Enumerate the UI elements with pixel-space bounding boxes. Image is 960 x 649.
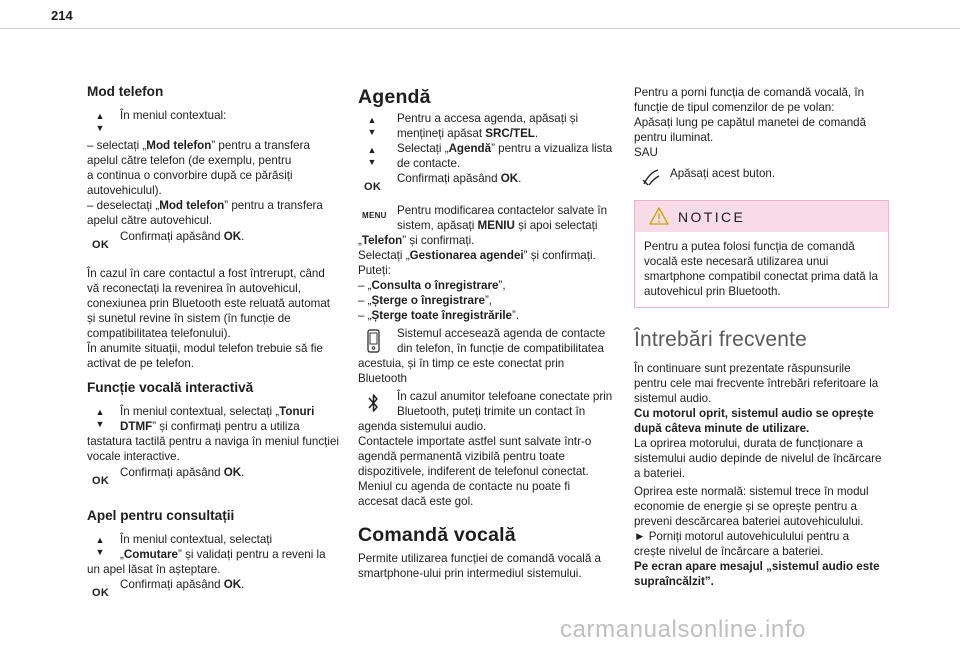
apel-line: un apel lăsat în așteptare. xyxy=(87,563,221,576)
mod-telefon-line: a continua o convorbire după ce părăsiți xyxy=(87,169,293,182)
faq-question: Cu motorul oprit, sistemul audio se oprește xyxy=(634,407,874,420)
functie-line: vocale interactive. xyxy=(87,450,180,463)
up-down-arrows-icon: ▲ ▼ xyxy=(367,145,377,167)
comanda-vocala-title: Comandă vocală xyxy=(358,524,516,546)
ok-icon: OK xyxy=(364,181,382,193)
faq-line: economie de energie și se oprește pentru a xyxy=(634,500,857,513)
warning-icon xyxy=(649,207,669,225)
para-line: În cazul în care contactul a fost întrerupt, când xyxy=(87,267,325,280)
apel-title: Apel pentru consultații xyxy=(87,508,235,523)
apel-line: „Comutare” și validați pentru a reveni la xyxy=(120,548,326,561)
para-line: compatibilitatea telefonului). xyxy=(87,327,231,340)
ok-icon: OK xyxy=(92,475,110,487)
agenda-line: Meniul cu agenda de contacte nu poate fi xyxy=(358,480,571,493)
agenda-line: din telefon, în funcție de compatibilitatea xyxy=(397,342,604,355)
ok-icon: OK xyxy=(92,587,110,599)
notice-line: vocală este necesară utilizarea unui xyxy=(644,255,829,268)
mod-telefon-line: – selectați „Mod telefon” pentru a transfera xyxy=(87,139,310,152)
agenda-line: Bluetooth, puteți trimite un contact în xyxy=(397,405,586,418)
functie-line: În meniul contextual, selectați „Tonuri xyxy=(120,405,315,418)
notice-line: autovehicul prin Bluetooth. xyxy=(644,285,781,298)
agenda-line: „Telefon” și confirmați. xyxy=(358,234,475,247)
agenda-line: Puteți: xyxy=(358,264,391,277)
agenda-line: de contacte. xyxy=(397,157,461,170)
agenda-line: Bluetooth xyxy=(358,372,407,385)
faq-line: sistemului audio depinde de nivelul de încărcare xyxy=(634,452,882,465)
voice-line: Apăsați lung pe capătul manetei de comandă xyxy=(634,116,867,129)
ok-icon: OK xyxy=(92,239,110,251)
mod-telefon-confirm: Confirmați apăsând OK. xyxy=(120,230,245,243)
functie-line: tastatura tactilă pentru a naviga în meniul funcției xyxy=(87,435,339,448)
faq-line: Oprirea este normală: sistemul trece în modul xyxy=(634,485,869,498)
smartphone-icon xyxy=(367,329,380,353)
bluetooth-icon xyxy=(367,391,380,415)
agenda-line: Confirmați apăsând OK. xyxy=(397,172,522,185)
faq-question: Pe ecran apare mesajul „sistemul audio este xyxy=(634,560,880,573)
menu-button-icon: MENU xyxy=(362,211,387,220)
voice-command-icon xyxy=(640,166,662,188)
faq-line: a bateriei. xyxy=(634,467,685,480)
agenda-line: acestuia, și în timp ce este conectat prin xyxy=(358,357,565,370)
notice-title: NOTICE xyxy=(678,209,746,225)
functie-confirm: Confirmați apăsând OK. xyxy=(120,466,245,479)
up-down-arrows-icon: ▲ ▼ xyxy=(95,535,105,557)
functie-line: DTMF” și confirmați pentru a utiliza xyxy=(120,420,300,433)
mod-telefon-title: Mod telefon xyxy=(87,84,164,99)
faq-line: La oprirea motorului, durata de funcționare a xyxy=(634,437,863,450)
voice-line: Pentru a porni funcția de comandă vocală, în xyxy=(634,86,865,99)
notice-box xyxy=(634,200,889,308)
voice-line: funcție de tipul comenzilor de pe volan: xyxy=(634,101,835,114)
faq-line: În continuare sunt prezentate răspunsurile xyxy=(634,362,851,375)
faq-line: sistemul audio. xyxy=(634,392,712,405)
agenda-line: accesat dacă este gol. xyxy=(358,495,474,508)
agenda-line: Pentru modificarea contactelor salvate în xyxy=(397,204,608,217)
mod-telefon-line: autovehiculul). xyxy=(87,184,162,197)
watermark: carmanualsonline.info xyxy=(560,616,807,643)
agenda-line: Contactele importate astfel sunt salvate într-o xyxy=(358,435,592,448)
agenda-line: Pentru a accesa agenda, apăsați și xyxy=(397,112,579,125)
comanda-line: smartphone-ului prin intermediul sistemului. xyxy=(358,567,582,580)
agenda-list-item: – „Șterge o înregistrare”, xyxy=(358,294,493,307)
para-line: activat de pe telefon. xyxy=(87,357,194,370)
agenda-line: Sistemul accesează agenda de contacte xyxy=(397,327,606,340)
mod-telefon-intro: În meniul contextual: xyxy=(120,109,227,122)
mod-telefon-line: apelul către telefon (de exemplu, pentru xyxy=(87,154,292,167)
faq-question: supraîncălzit”. xyxy=(634,575,714,588)
mod-telefon-line: apelul către autovehicul. xyxy=(87,214,213,227)
faq-title: Întrebări frecvente xyxy=(634,328,808,351)
notice-header xyxy=(635,201,888,232)
voice-line: Apăsați acest buton. xyxy=(670,167,776,180)
notice-line: smartphone compatibil conectat prima dată la xyxy=(644,270,878,283)
para-line: În anumite situații, modul telefon trebuie să fie xyxy=(87,342,323,355)
para-line: vă reconectați la revenirea în autovehicul, xyxy=(87,282,301,295)
agenda-line: Selectați „Gestionarea agendei” și confirmați. xyxy=(358,249,596,262)
functie-vocala-title: Funcție vocală interactivă xyxy=(87,380,254,395)
para-line: și sunetul revine în sistem (în funcție de xyxy=(87,312,291,325)
notice-line: Pentru a putea folosi funcția de comandă xyxy=(644,240,855,253)
up-down-arrows-icon: ▲ ▼ xyxy=(367,115,377,137)
agenda-line: Selectați „Agendă” pentru a vizualiza lista xyxy=(397,142,613,155)
agenda-line: agendă permanentă vizibilă pentru toate xyxy=(358,450,565,463)
up-down-arrows-icon: ▲ ▼ xyxy=(95,407,105,429)
voice-line: SAU xyxy=(634,146,658,159)
agenda-title: Agendă xyxy=(358,86,431,108)
header-divider xyxy=(0,28,960,29)
mod-telefon-line: – deselectați „Mod telefon” pentru a transfera xyxy=(87,199,323,212)
comanda-line: Permite utilizarea funcției de comandă vocală a xyxy=(358,552,601,565)
faq-line: crește nivelul de încărcare a bateriei. xyxy=(634,545,824,558)
faq-line: preveni descărcarea bateriei autovehiculului. xyxy=(634,515,864,528)
agenda-line: În cazul anumitor telefoane conectate prin xyxy=(397,390,613,403)
up-down-arrows-icon: ▲ ▼ xyxy=(95,111,105,133)
para-line: conexiunea prin Bluetooth este reluată automat xyxy=(87,297,330,310)
voice-line: pentru iluminat. xyxy=(634,131,714,144)
faq-line: ► Porniți motorul autovehiculului pentru a xyxy=(634,530,850,543)
apel-line: În meniul contextual, selectați xyxy=(120,533,273,546)
agenda-line: agenda sistemului audio. xyxy=(358,420,487,433)
agenda-line: sistem, apăsați MENIU și apoi selectați xyxy=(397,219,598,232)
agenda-line: dispozitivele, indiferent de telefonul conectat. xyxy=(358,465,589,478)
apel-confirm: Confirmați apăsând OK. xyxy=(120,578,245,591)
faq-line: pentru cele mai frecvente întrebări referitoare la xyxy=(634,377,879,390)
page-number: 214 xyxy=(51,8,73,23)
faq-question: după câteva minute de utilizare. xyxy=(634,422,810,435)
agenda-list-item: – „Șterge toate înregistrările”. xyxy=(358,309,520,322)
agenda-list-item: – „Consulta o înregistrare”, xyxy=(358,279,506,292)
agenda-line: mențineți apăsat SRC/TEL. xyxy=(397,127,539,140)
